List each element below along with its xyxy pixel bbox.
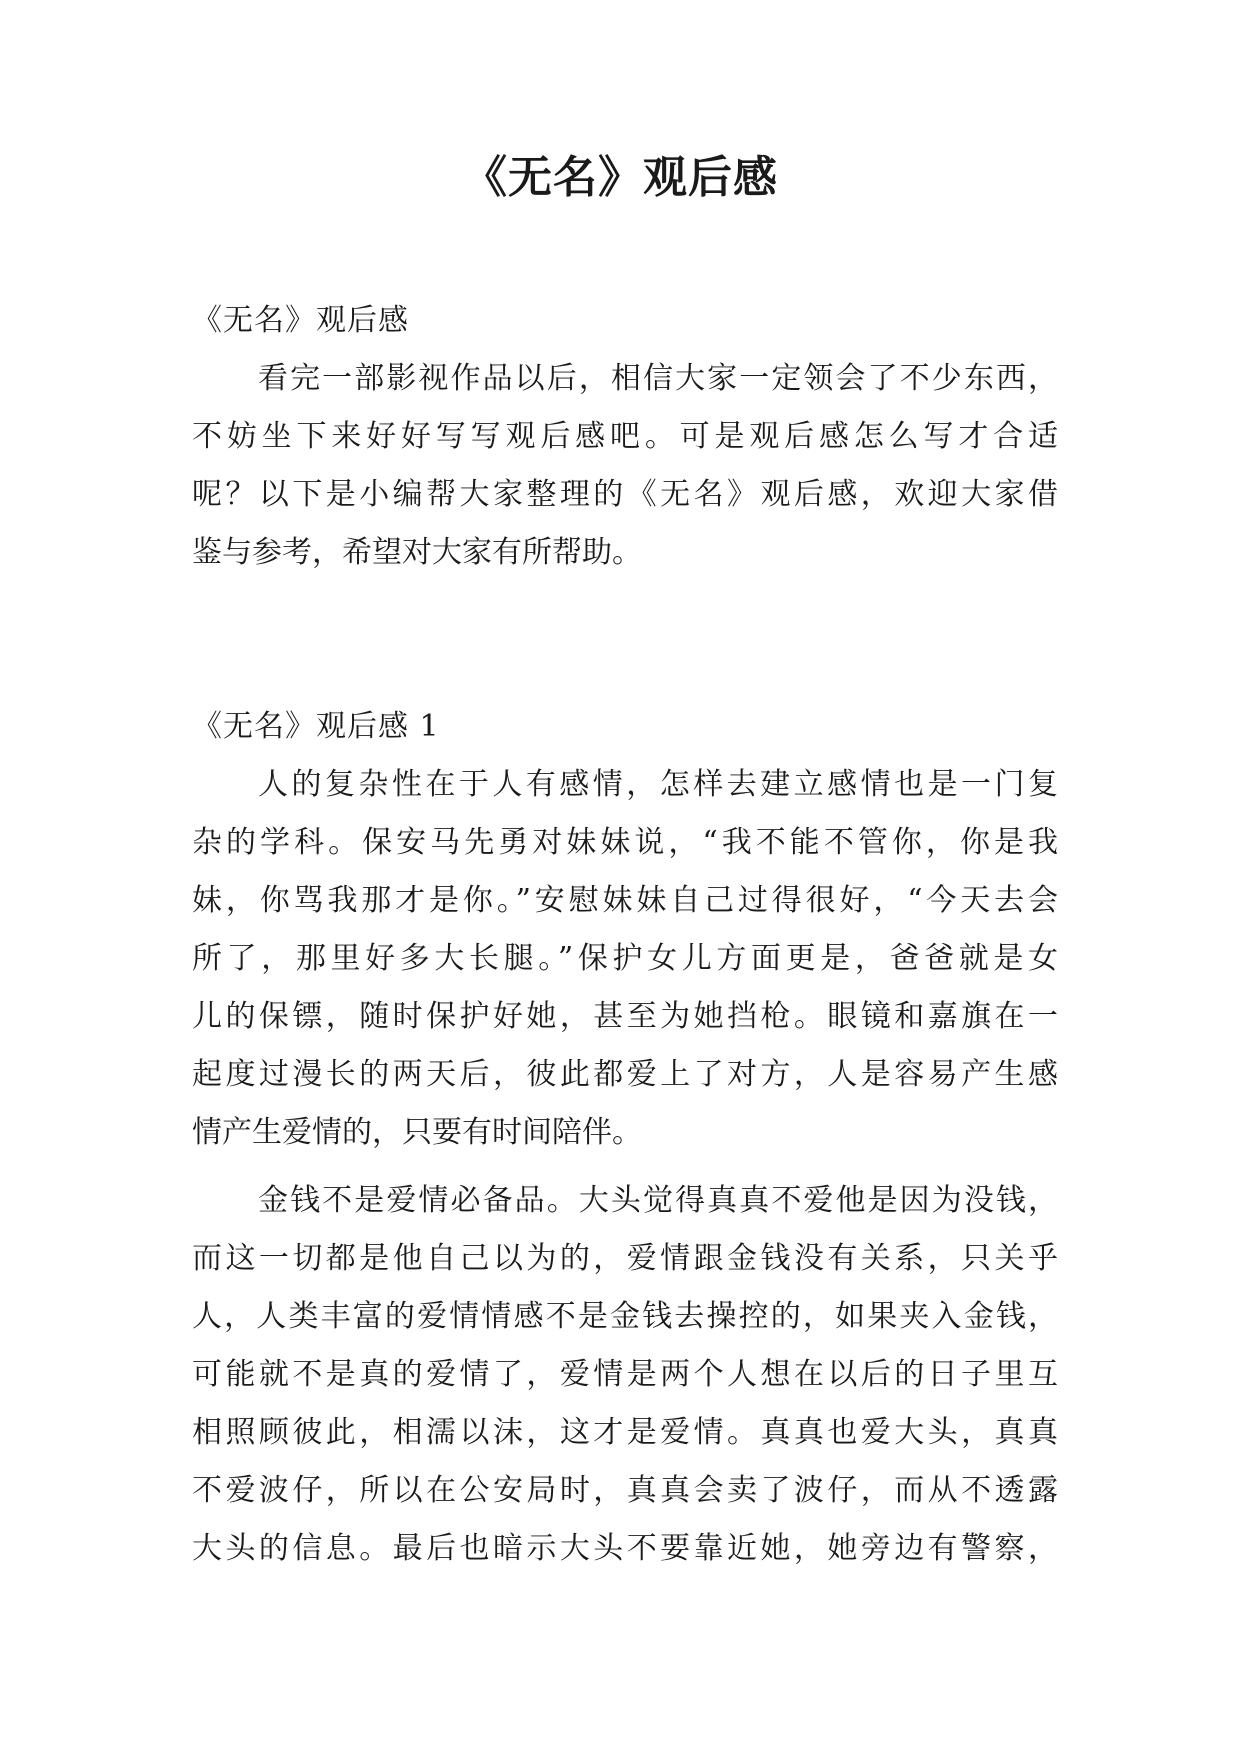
paragraph-line: 起度过漫长的两天后，彼此都爱上了对方，人是容易产生感 [192,1057,1058,1092]
paragraph-line: 所了，那里好多大长腿。”保护女儿方面更是，爸爸就是女 [192,941,1058,976]
document-title: 《无名》观后感 [463,152,778,203]
paragraph-line: 可能就不是真的爱情了，爱情是两个人想在以后的日子里互 [192,1357,1058,1392]
paragraph-line: 呢？以下是小编帮大家整理的《无名》观后感，欢迎大家借 [192,477,1058,512]
paragraph-line: 鉴与参考，希望对大家有所帮助。 [192,535,642,570]
document-body [192,292,1058,1578]
intro-heading: 《无名》观后感 [192,303,409,338]
paragraph-line: 妹，你骂我那才是你。”安慰妹妹自己过得很好，“今天去会 [192,883,1058,918]
paragraph-line: 人的复杂性在于人有感情，怎样去建立感情也是一门复 [258,767,1058,802]
section1-paragraph-1 [192,756,1058,1162]
paragraph-line: 情产生爱情的，只要有时间陪伴。 [192,1115,642,1150]
paragraph-line: 而这一切都是他自己以为的，爱情跟金钱没有关系，只关乎 [192,1241,1058,1276]
intro-paragraph [192,350,1058,582]
section-spacer [192,582,1058,698]
paragraph-line: 杂的学科。保安马先勇对妹妹说，“我不能不管你，你是我 [192,825,1058,860]
paragraph-line: 看完一部影视作品以后，相信大家一定领会了不少东西， [258,361,1058,396]
paragraph-line: 不爱波仔，所以在公安局时，真真会卖了波仔，而从不透露 [192,1473,1058,1508]
paragraph-line: 人，人类丰富的爱情情感不是金钱去操控的，如果夹入金钱， [192,1299,1058,1334]
paragraph-line: 大头的信息。最后也暗示大头不要靠近她，她旁边有警察， [192,1531,1058,1566]
section1-paragraph-2 [192,1172,1058,1578]
paragraph-line: 不妨坐下来好好写写观后感吧。可是观后感怎么写才合适 [192,419,1058,454]
section1-heading: 《无名》观后感 1 [192,709,440,744]
paragraph-line: 相照顾彼此，相濡以沫，这才是爱情。真真也爱大头，真真 [192,1415,1058,1450]
paragraph-line: 金钱不是爱情必备品。大头觉得真真不爱他是因为没钱， [258,1183,1058,1218]
paragraph-line: 儿的保镖，随时保护好她，甚至为她挡枪。眼镜和嘉旗在一 [192,999,1058,1034]
